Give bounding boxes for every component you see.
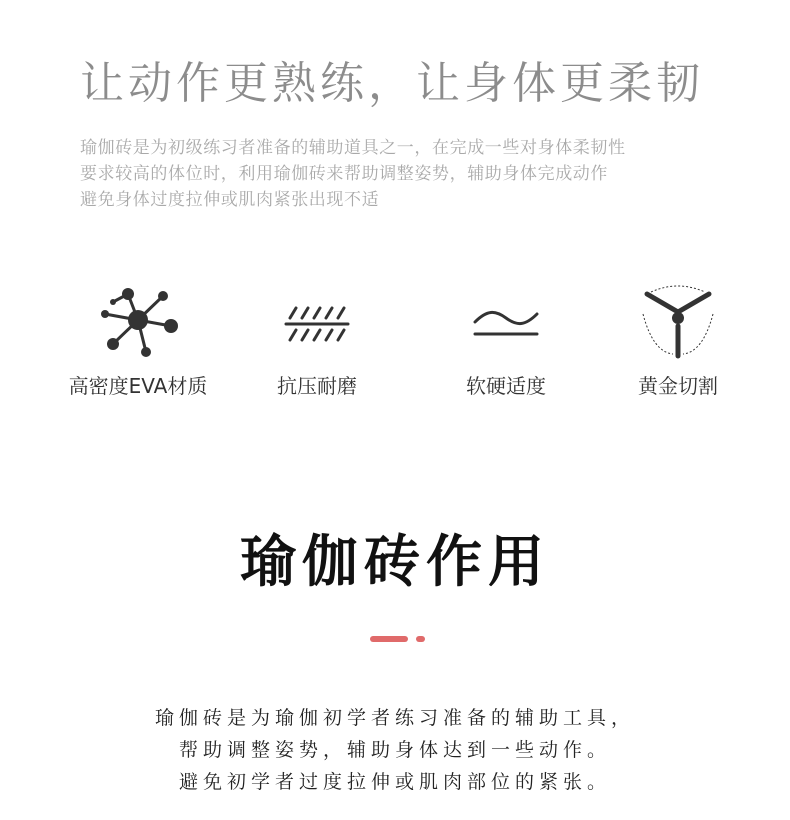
intro-paragraph bbox=[80, 135, 740, 213]
feature-item-cut bbox=[583, 282, 773, 399]
feature-label: 抗压耐磨 bbox=[277, 374, 357, 398]
divider-bar bbox=[370, 636, 408, 642]
feature-label: 软硬适度 bbox=[466, 374, 546, 398]
section-description bbox=[0, 702, 790, 798]
intro-line: 瑜伽砖是为初级练习者准备的辅助道具之一，在完成一些对身体柔韧性 bbox=[80, 138, 626, 158]
intro-line: 要求较高的体位时，利用瑜伽砖来帮助调整姿势，辅助身体完成动作 bbox=[80, 164, 608, 184]
molecule-icon bbox=[93, 282, 183, 362]
divider-dot bbox=[416, 636, 425, 642]
feature-list bbox=[0, 282, 790, 412]
feature-label: 黄金切割 bbox=[638, 374, 718, 398]
description-line: 瑜伽砖是为瑜伽初学者练习准备的辅助工具， bbox=[154, 707, 635, 729]
feature-item-eva bbox=[43, 282, 233, 399]
pressure-lines-icon bbox=[272, 282, 362, 362]
feature-label: 高密度EVA材质 bbox=[68, 374, 208, 398]
feature-item-softness bbox=[411, 282, 601, 399]
description-line: 避免初学者过度拉伸或肌肉部位的紧张。 bbox=[178, 771, 611, 793]
section-title: 瑜伽砖作用 bbox=[240, 530, 550, 595]
title-divider bbox=[370, 636, 430, 644]
description-line: 帮助调整姿势，辅助身体达到一些动作。 bbox=[178, 739, 611, 761]
headline: 让动作更熟练，让身体更柔韧 bbox=[80, 58, 704, 109]
feature-item-wear bbox=[222, 282, 412, 399]
intro-line: 避免身体过度拉伸或肌肉紧张出现不适 bbox=[80, 190, 380, 210]
golden-cut-icon bbox=[633, 282, 723, 362]
soft-wave-icon bbox=[461, 282, 551, 362]
